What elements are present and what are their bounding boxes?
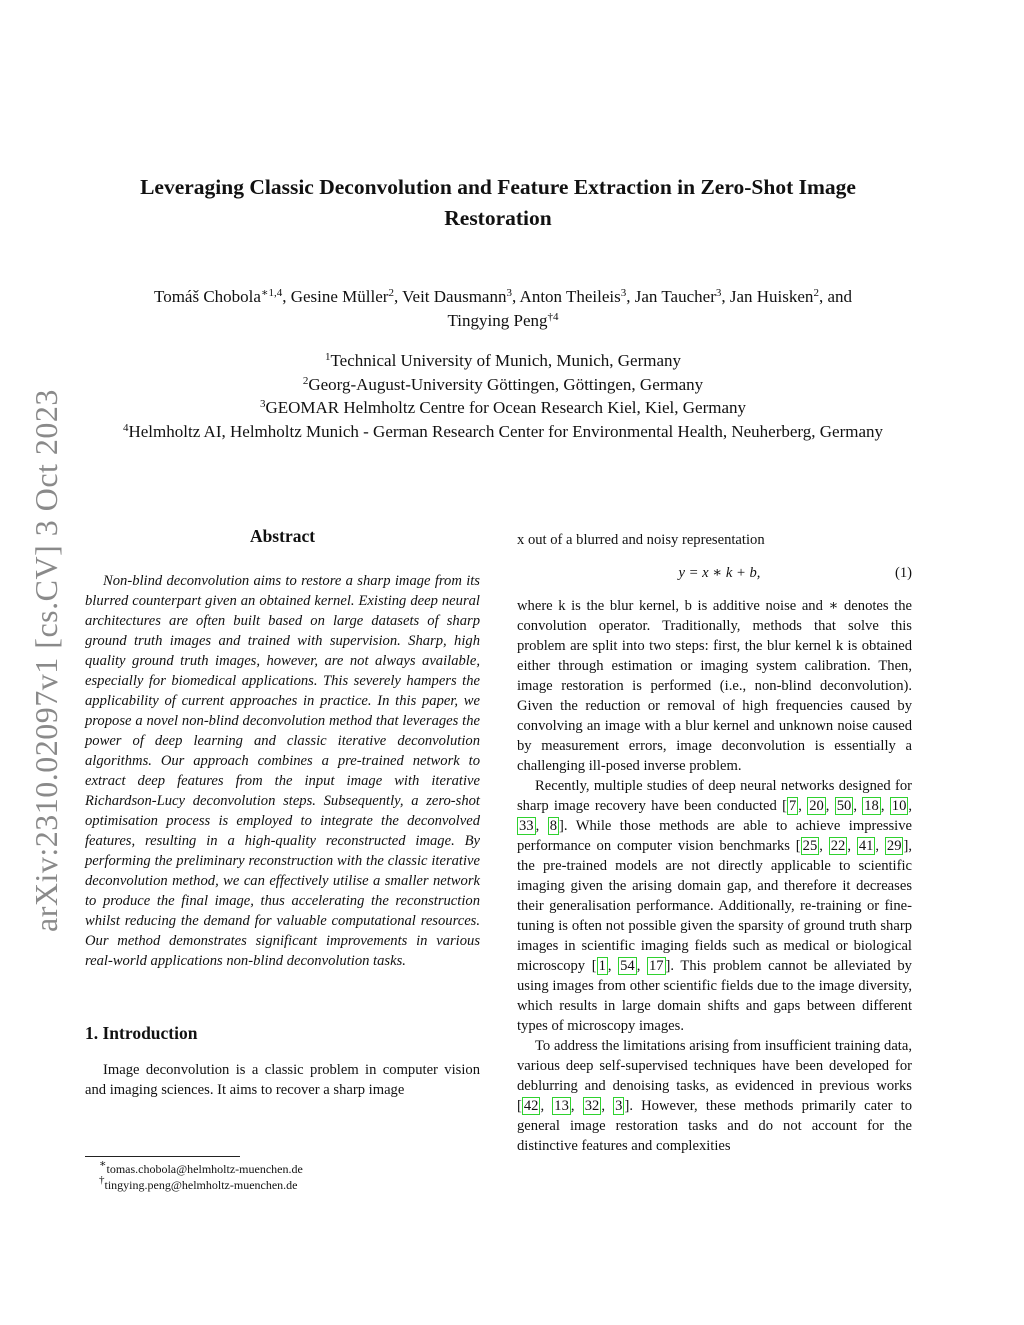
affiliation-text: Helmholtz AI, Helmholtz Munich - German Research Center for Environmental Health, Neuherberg, Germany xyxy=(128,421,884,441)
citation-link[interactable]: 18 xyxy=(864,798,879,814)
author-affil-mark: 3 xyxy=(715,287,722,299)
citation-link[interactable]: 20 xyxy=(809,798,824,814)
author-name: Anton Theileis xyxy=(519,287,621,306)
author-affil-mark: †4 xyxy=(547,311,559,323)
abstract-text: Non-blind deconvolution aims to restore a sharp image from its blurred counterpart given an obtained kernel. Existing deep neural architectures are often built based on large datasets of sharp ground truth images and trained with supervision. Sharp, high quality ground truth images, however, are not always available, especially for biomedical applications. This severely hampers the applicability of current approaches in practice. In this paper, we propose a novel non-blind deconvolution method that leverages the power of deep learning and classic iterative deconvolution algorithms. Our approach combines a pre-trained network to extract deep features from the input image with iterative Richardson-Lucy deconvolution steps. Subsequently, a zero-shot optimisation process is employed to integrate the deconvolved features, resulting in a high-quality reconstructed image. By performing the preliminary reconstruction with the classic iterative deconvolution method, we can effectively utilise a smaller network to produce the final image, thus accelerating the reconstruction whilst reducing the demand for valuable computational resources. Our method demonstrates significant improvements in various real-world applications non-blind deconvolution tasks. xyxy=(85,573,480,969)
author-name: Tingying Peng xyxy=(447,311,548,330)
right-column xyxy=(517,530,912,1156)
citation-link[interactable]: 29 xyxy=(886,838,902,854)
citation-link[interactable]: 8 xyxy=(549,818,557,834)
equation-number: (1) xyxy=(894,564,912,581)
citation-link[interactable]: 22 xyxy=(830,838,846,854)
author-affil-mark: 3 xyxy=(506,287,512,299)
affiliation-mark: 1 xyxy=(324,351,331,363)
equation-1 xyxy=(517,562,912,584)
citation-link[interactable]: 10 xyxy=(891,798,907,814)
author-name: Jan Huisken xyxy=(729,287,814,306)
citation-link[interactable]: 33 xyxy=(519,818,534,834)
footnote-mark: † xyxy=(99,1174,105,1186)
affiliation-list xyxy=(80,349,926,443)
citation-link[interactable]: 50 xyxy=(836,798,852,814)
related-work-paragraph: Recently, multiple studies of deep neural networks designed for sharp image recovery have been conducted [ 7 , 20 , 50 , 18 , 10 , 33 , 8 ]. While those methods are able to achieve impressive performance on computer vision benchmarks [ 25 , 22 , 41 , 29 ], the pre-trained models are not directly applicable to scientific imaging given the arising domain gap, and therefore it decreases their generalisation performance. Additionally, re-training or fine-tuning is often not possible given the sparsity of ground truth sharp images in scientific imaging fields such as medical or biological microscopy [ 1 , 54 , 17 ]. This problem cannot be alleviated by using images from other scientific fields due to the image diversity, which results in large domain shifts and gaps between different types of microscopy images. xyxy=(517,778,913,1034)
author-affil-mark: ∗1,4 xyxy=(260,287,283,299)
abstract-heading: Abstract xyxy=(249,526,316,546)
affiliation xyxy=(80,396,926,420)
title-line-2: Restoration xyxy=(444,206,552,230)
affiliation-text: Technical University of Munich, Munich, Germany xyxy=(330,351,682,370)
author-list: Tomáš Chobola$^{∗1,4}$, Gesine Müller$^2$, Veit Dausmann$^3$, Anton Theileis$^3$, Jan Taucher$^3$, Jan Huisken$^2$, and Tingying Peng$^{\dagger 4}$ xyxy=(154,287,852,330)
affiliation-text: Georg-August-University Göttingen, Göttingen, Germany xyxy=(308,374,704,394)
citation-link[interactable]: 42 xyxy=(523,1098,539,1114)
affiliation-mark: 2 xyxy=(302,374,309,387)
author-name: Jan Taucher xyxy=(634,287,716,306)
citation-link[interactable]: 13 xyxy=(554,1098,569,1114)
author-name: Tomáš Chobola xyxy=(154,287,261,306)
footnote-rule xyxy=(85,1156,240,1157)
footnote-email[interactable]: tomas.chobola@helmholtz-muenchen.de xyxy=(106,1162,303,1176)
affiliation-mark: 3 xyxy=(259,398,266,410)
self-supervised-paragraph: To address the limitations arising from insufficient training data, various deep self-supervised techniques have been developed for deblurring and denoising tasks, as evidenced in previous works [ 42 , 13 , 32 , 3 ]. However, these methods primarily cater to general image restoration tasks and do not account for the distinctive features and complexities xyxy=(517,1038,913,1154)
affiliation xyxy=(80,349,926,373)
citation-link[interactable]: 41 xyxy=(858,838,874,854)
citation-link[interactable]: 1 xyxy=(598,958,606,974)
citation-link[interactable]: 54 xyxy=(620,958,635,974)
citation-link[interactable]: 3 xyxy=(615,1098,623,1114)
kernel-paragraph: where k is the blur kernel, b is additive noise and ∗ denotes the convolution operator. Traditionally, methods that solve this problem are split into two steps: first, the blur kernel k is obtained either through estimation or imaging system calibration. Then, image restoration is performed (i.e., non-blind deconvolution). Given the reduction or removal of high frequencies caused by convolving an image with a blur kernel and unknown noise caused by measurement errors, image deconvolution is essentially a challenging ill-posed inverse problem. xyxy=(517,598,912,774)
author-name: Veit Dausmann xyxy=(402,287,507,306)
footnote xyxy=(85,1174,480,1193)
citation-link[interactable]: 17 xyxy=(648,958,664,974)
intro-heading: 1. Introduction xyxy=(85,1023,198,1043)
author-affil-mark: 3 xyxy=(620,287,627,299)
footnote xyxy=(85,1158,480,1177)
author-name: Gesine Müller xyxy=(290,287,389,306)
footnote-mark: ∗ xyxy=(99,1158,107,1170)
paper-title xyxy=(90,172,906,234)
intro-paragraph: Image deconvolution is a classic problem in computer vision and imaging sciences. It aims to recover a sharp image xyxy=(85,1062,480,1098)
citation-link[interactable]: 25 xyxy=(802,838,818,854)
citation-link[interactable]: 7 xyxy=(788,798,797,814)
arxiv-id: arXiv:2310.02097v1 [cs.CV] 3 Oct 2023 xyxy=(27,388,64,932)
author-affil-mark: 2 xyxy=(388,287,394,299)
left-column xyxy=(85,526,480,1100)
affiliation xyxy=(80,420,926,444)
affiliation-text: GEOMAR Helmholtz Centre for Ocean Research Kiel, Kiel, Germany xyxy=(265,398,747,417)
equation-body: y = x ∗ k + b, xyxy=(678,565,761,581)
affiliation xyxy=(80,373,926,397)
footnotes xyxy=(85,1156,480,1193)
author-affil-mark: 2 xyxy=(813,287,819,299)
arxiv-stamp xyxy=(16,360,76,960)
continued-paragraph: x out of a blurred and noisy representation xyxy=(517,532,765,548)
footnote-email[interactable]: tingying.peng@helmholtz-muenchen.de xyxy=(104,1178,298,1192)
affiliation-mark: 4 xyxy=(122,421,129,434)
title-line-1: Leveraging Classic Deconvolution and Feature Extraction in Zero-Shot Image xyxy=(140,175,856,199)
citation-link[interactable]: 32 xyxy=(584,1098,600,1114)
